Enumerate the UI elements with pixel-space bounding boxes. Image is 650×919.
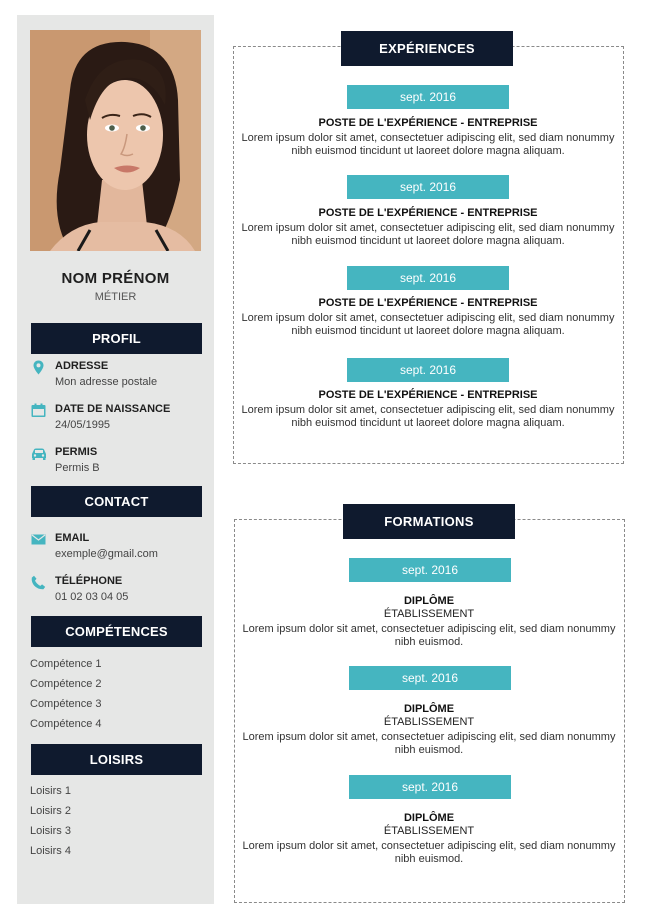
person-job: MÉTIER bbox=[94, 291, 137, 303]
envelope-icon bbox=[31, 532, 46, 547]
info-label: DATE DE NAISSANCE bbox=[55, 403, 171, 415]
formation-school: ÉTABLISSEMENT bbox=[383, 716, 475, 728]
formation-title: DIPLÔME bbox=[403, 812, 455, 824]
experience-description: Lorem ipsum dolor sit amet, consectetuer adipiscing elit, sed diam nonummy nibh euismod tincidunt ut laoreet dolore magna aliquam. bbox=[241, 312, 615, 337]
loisir-item: Loisirs 1 bbox=[30, 785, 71, 797]
experience-date: sept. 2016 bbox=[347, 358, 509, 382]
info-value: Permis B bbox=[55, 462, 100, 474]
person-name: NOM PRÉNOM bbox=[61, 270, 170, 287]
competences-heading: COMPÉTENCES bbox=[31, 616, 202, 647]
car-icon bbox=[31, 446, 46, 461]
experience-title: POSTE DE L'EXPÉRIENCE - ENTREPRISE bbox=[318, 117, 538, 129]
info-label: TÉLÉPHONE bbox=[55, 575, 123, 587]
info-value: exemple@gmail.com bbox=[55, 548, 158, 560]
location-pin-icon bbox=[31, 360, 46, 375]
experience-description: Lorem ipsum dolor sit amet, consectetuer adipiscing elit, sed diam nonummy nibh euismod tincidunt ut laoreet dolore magna aliquam. bbox=[241, 404, 615, 429]
phone-icon bbox=[31, 575, 46, 590]
experience-title: POSTE DE L'EXPÉRIENCE - ENTREPRISE bbox=[318, 297, 538, 309]
experience-title: POSTE DE L'EXPÉRIENCE - ENTREPRISE bbox=[318, 389, 538, 401]
competence-item: Compétence 4 bbox=[30, 718, 102, 730]
loisir-item: Loisirs 3 bbox=[30, 825, 71, 837]
info-label: PERMIS bbox=[55, 446, 98, 458]
formation-description: Lorem ipsum dolor sit amet, consectetuer adipiscing elit, sed diam nonummy nibh euismod. bbox=[242, 840, 616, 865]
experience-description: Lorem ipsum dolor sit amet, consectetuer adipiscing elit, sed diam nonummy nibh euismod tincidunt ut laoreet dolore magna aliquam. bbox=[241, 222, 615, 247]
info-label: ADRESSE bbox=[55, 360, 109, 372]
formation-school: ÉTABLISSEMENT bbox=[383, 608, 475, 620]
calendar-icon bbox=[31, 403, 46, 418]
formation-school: ÉTABLISSEMENT bbox=[383, 825, 475, 837]
experience-title: POSTE DE L'EXPÉRIENCE - ENTREPRISE bbox=[318, 207, 538, 219]
experience-date: sept. 2016 bbox=[347, 266, 509, 290]
formations-heading: FORMATIONS bbox=[343, 504, 515, 539]
experience-date: sept. 2016 bbox=[347, 85, 509, 109]
formation-date: sept. 2016 bbox=[349, 558, 511, 582]
loisir-item: Loisirs 2 bbox=[30, 805, 71, 817]
formation-date: sept. 2016 bbox=[349, 775, 511, 799]
competence-item: Compétence 2 bbox=[30, 678, 102, 690]
loisir-item: Loisirs 4 bbox=[30, 845, 71, 857]
experience-description: Lorem ipsum dolor sit amet, consectetuer adipiscing elit, sed diam nonummy nibh euismod tincidunt ut laoreet dolore magna aliquam. bbox=[241, 132, 615, 157]
competence-item: Compétence 1 bbox=[30, 658, 102, 670]
info-label: EMAIL bbox=[55, 532, 90, 544]
contact-heading: CONTACT bbox=[31, 486, 202, 517]
profile-photo bbox=[30, 30, 201, 251]
formation-description: Lorem ipsum dolor sit amet, consectetuer adipiscing elit, sed diam nonummy nibh euismod. bbox=[242, 623, 616, 648]
profil-heading: PROFIL bbox=[31, 323, 202, 354]
loisirs-heading: LOISIRS bbox=[31, 744, 202, 775]
info-value: Mon adresse postale bbox=[55, 376, 158, 388]
formation-title: DIPLÔME bbox=[403, 703, 455, 715]
formation-date: sept. 2016 bbox=[349, 666, 511, 690]
info-value: 01 02 03 04 05 bbox=[55, 591, 129, 603]
experience-date: sept. 2016 bbox=[347, 175, 509, 199]
info-value: 24/05/1995 bbox=[55, 419, 111, 431]
formation-title: DIPLÔME bbox=[403, 595, 455, 607]
competence-item: Compétence 3 bbox=[30, 698, 102, 710]
experiences-heading: EXPÉRIENCES bbox=[341, 31, 513, 66]
formation-description: Lorem ipsum dolor sit amet, consectetuer adipiscing elit, sed diam nonummy nibh euismod. bbox=[242, 731, 616, 756]
